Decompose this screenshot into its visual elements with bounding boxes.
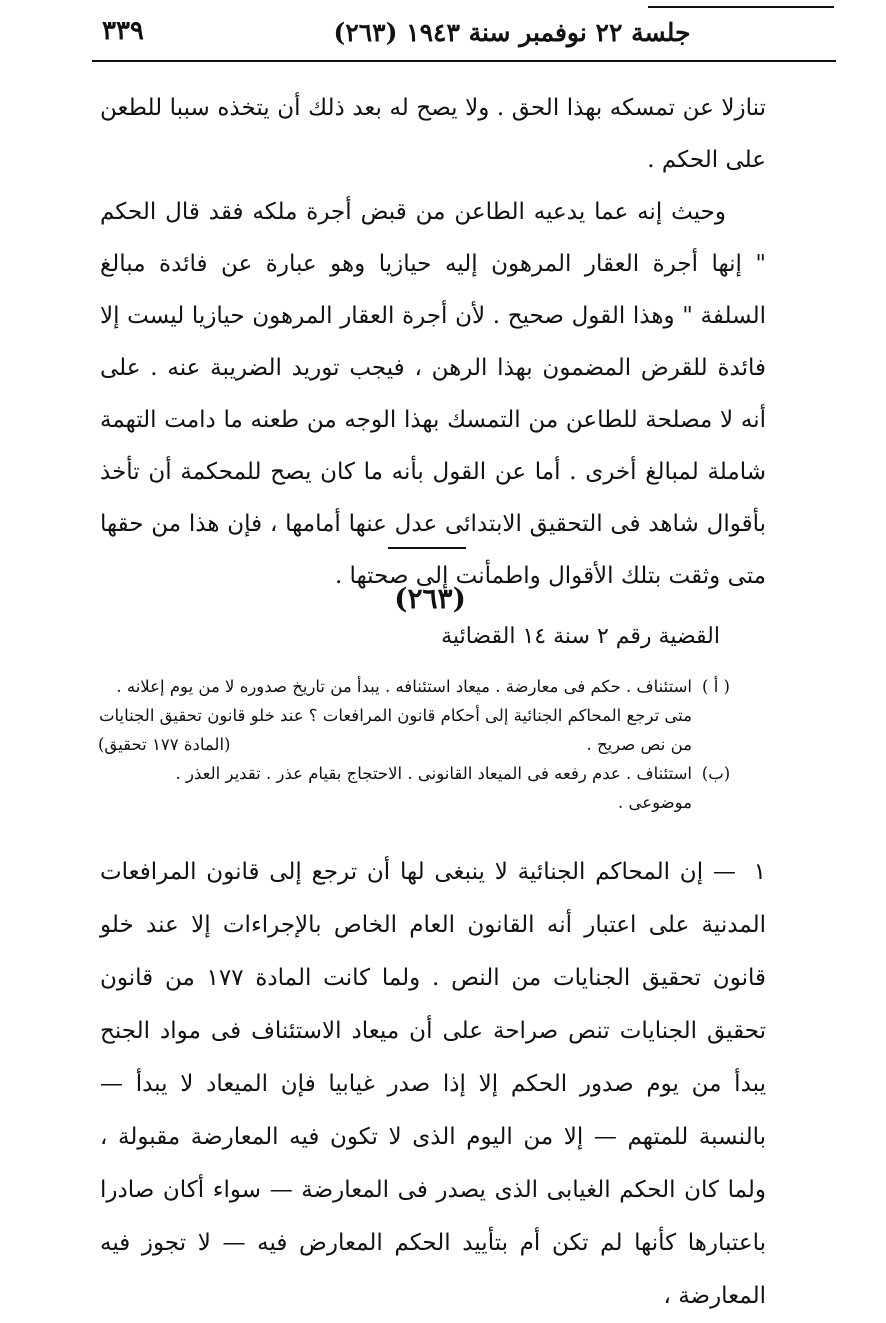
case-number: (٢٦٣) [394,582,466,615]
principle-number: ١ [753,859,767,885]
continued-text [100,82,766,602]
headnote-line: متى ترجع المحاكم الجنائية إلى أحكام قانون المرافعات ؟ عند خلو قانون تحقيق الجنايات [98,706,692,725]
principle-text: إن المحاكم الجنائية لا ينبغى لها أن ترجع إلى قانون المرافعات المدنية على اعتبار أنه القانون العام الخاص بالإجراءات إلا عند خلو قانون تحقيق الجنايات من النص . ولما كانت المادة ١٧٧ من قانون تحقيق الجنايات تنص صراحة على أن ميعاد الاستئناف فى مواد الجنح يبدأ من يوم صدور الحكم إلا إذا صدر غيابيا فإن الميعاد لا يبدأ — بالنسبة للمتهم — إلا من اليوم الذى لا تكون فيه المعارضة مقبولة ، ولما كان الحكم الغيابى الذى يصدر فى المعارضة — سواء أكان صادرا باعتبارها كأنها لم تكن أم بتأييد الحكم المعارض فيه — لا تجوز فيه المعارضة ، [100,859,766,1309]
principle-dash: — [712,859,736,885]
case-reference: القضية رقم ٢ سنة ١٤ القضائية [441,624,720,649]
principle-paragraph [100,846,766,1323]
top-edge-rule [648,6,834,8]
paragraph-continued: تنازلا عن تمسكه بهذا الحق . ولا يصح له بعد ذلك أن يتخذه سببا للطعن على الحكم . [100,95,766,173]
headnote-row [98,730,692,759]
headnote-line: استئناف . عدم رفعه فى الميعاد القانونى . الاحتجاج بقيام عذر . تقدير العذر . [175,764,692,783]
header-rule [92,60,836,62]
headnote-a [98,672,738,759]
headnote-line: من نص صريح . [586,735,692,754]
headnote-line: استئناف . حكم فى معارضة . ميعاد استئنافه . يبدأ من تاريخ صدوره لا من يوم إعلانه . [116,677,692,696]
headnote-marker: ( أ ) [702,677,730,696]
headnote-line: موضوعى . [618,793,692,812]
headnote-marker: (ب) [701,764,731,783]
section-divider [388,547,466,549]
page-header [92,14,836,54]
headnote-citation: (المادة ١٧٧ تحقيق) [98,735,231,754]
running-head: جلسة ٢٢ نوفمبر سنة ١٩٤٣ (٢٦٣) [333,18,691,47]
headnote-b [98,759,738,817]
headnotes [98,672,738,817]
page-number: ٣٣٩ [102,16,144,46]
paragraph-reasoning: وحيث إنه عما يدعيه الطاعن من قبض أجرة ملكه فقد قال الحكم " إنها أجرة العقار المرهون إليه حيازيا وهو عبارة عن فائدة مبالغ السلفة " وهذا القول صحيح . لأن أجرة العقار المرهون حيازيا ليست إلا فائدة للقرض المضمون بهذا الرهن ، فيجب توريد الضريبة عنه . على أنه لا مصلحة للطاعن من التمسك بهذا الوجه من طعنه ما دامت التهمة شاملة لمبالغ أخرى . أما عن القول بأنه ما كان يصح للمحكمة أن تأخذ بأقوال شاهد فى التحقيق الابتدائى عدل عنها أمامها ، فإن هذا من حقها متى وثقت بتلك الأقوال واطمأنت إلى صحتها . [100,199,766,589]
